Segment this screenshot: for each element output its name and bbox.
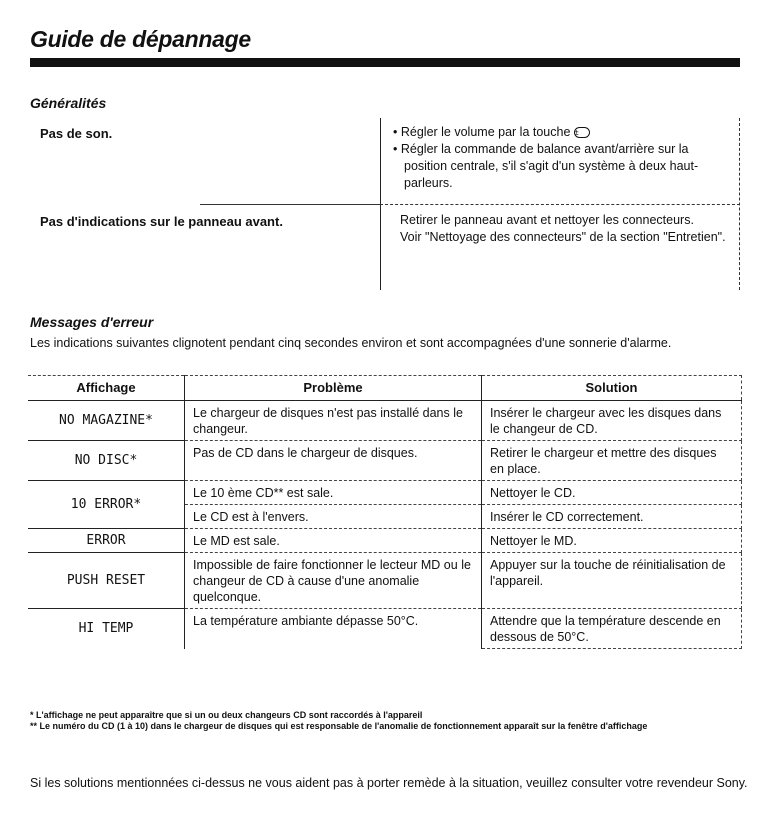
footnote: * L'affichage ne peut apparaître que si un ou deux changeurs CD sont raccordés à l'appareil	[30, 710, 423, 720]
display-code: PUSH RESET	[28, 553, 185, 609]
general-left-separator	[200, 204, 380, 205]
footnote: ** Le numéro du CD (1 à 10) dans le chargeur de disques qui est responsable de l'anomalie de fonctionnement apparaît sur la fenêtre d'affichage	[30, 721, 648, 731]
general-heading: Généralités	[30, 95, 107, 111]
general-solutions-1	[392, 124, 732, 192]
display-code: ERROR	[28, 529, 185, 553]
problem-cell: Le MD est sale.	[185, 529, 482, 553]
solution-cell: Nettoyer le MD.	[482, 529, 742, 553]
display-code: NO MAGAZINE*	[28, 401, 185, 441]
closing-text: Si les solutions mentionnées ci-dessus ne vous aident pas à porter remède à la situation, veuillez consulter votre revendeur Sony.	[30, 776, 748, 790]
table-row	[28, 441, 742, 481]
display-code: NO DISC*	[28, 441, 185, 481]
header-problem: Problème	[185, 376, 482, 401]
problem-cell: La température ambiante dépasse 50°C.	[185, 609, 482, 649]
general-solutions-separator	[380, 204, 740, 205]
table-row	[28, 529, 742, 553]
problem-cell: Le 10 ème CD** est sale.	[185, 481, 482, 505]
error-table	[28, 375, 742, 649]
header-display: Affichage	[28, 376, 185, 401]
general-problem-no-display: Pas d'indications sur le panneau avant.	[40, 214, 283, 229]
problem-cell: Le CD est à l'envers.	[185, 505, 482, 529]
table-row	[28, 609, 742, 649]
table-row	[28, 553, 742, 609]
solution-bullet: • Régler le volume par la touche ±	[392, 124, 732, 141]
header-solution: Solution	[482, 376, 742, 401]
solution-cell: Retirer le chargeur et mettre des disques en place.	[482, 441, 742, 481]
footnotes	[30, 710, 750, 732]
volume-key-icon: ±	[574, 127, 590, 138]
general-solutions-2	[400, 212, 732, 246]
solution-cell: Attendre que la température descende en dessous de 50°C.	[482, 609, 742, 649]
display-code: 10 ERROR*	[28, 481, 185, 529]
page-title: Guide de dépannage	[30, 26, 251, 52]
problem-cell: Impossible de faire fonctionner le lecteur MD ou le changeur de CD à cause d'une anomalie quelconque.	[185, 553, 482, 609]
solution-cell: Nettoyer le CD.	[482, 481, 742, 505]
solution-cell: Appuyer sur la touche de réinitialisation de l'appareil.	[482, 553, 742, 609]
problem-cell: Pas de CD dans le chargeur de disques.	[185, 441, 482, 481]
solution-text: Retirer le panneau avant et nettoyer les connecteurs.	[400, 213, 694, 227]
table-row	[28, 401, 742, 441]
title-rule	[30, 58, 740, 67]
display-code: HI TEMP	[78, 621, 134, 637]
solution-text: Voir "Nettoyage des connecteurs" de la section "Entretien".	[400, 230, 726, 244]
solution-cell: Insérer le chargeur avec les disques dans le changeur de CD.	[482, 401, 742, 441]
problem-cell: Le chargeur de disques n'est pas installé dans le changeur.	[185, 401, 482, 441]
solution-cell: Insérer le CD correctement.	[482, 505, 742, 529]
errors-intro: Les indications suivantes clignotent pendant cinq secondes environ et sont accompagnées d'une sonnerie d'alarme.	[30, 336, 672, 350]
table-row	[28, 481, 742, 505]
errors-heading: Messages d'erreur	[30, 314, 154, 330]
solution-bullet: • Régler la commande de balance avant/arrière sur la position centrale, s'il s'agit d'un système à deux haut-parleurs.	[393, 142, 699, 190]
general-problem-no-sound: Pas de son.	[40, 126, 113, 141]
